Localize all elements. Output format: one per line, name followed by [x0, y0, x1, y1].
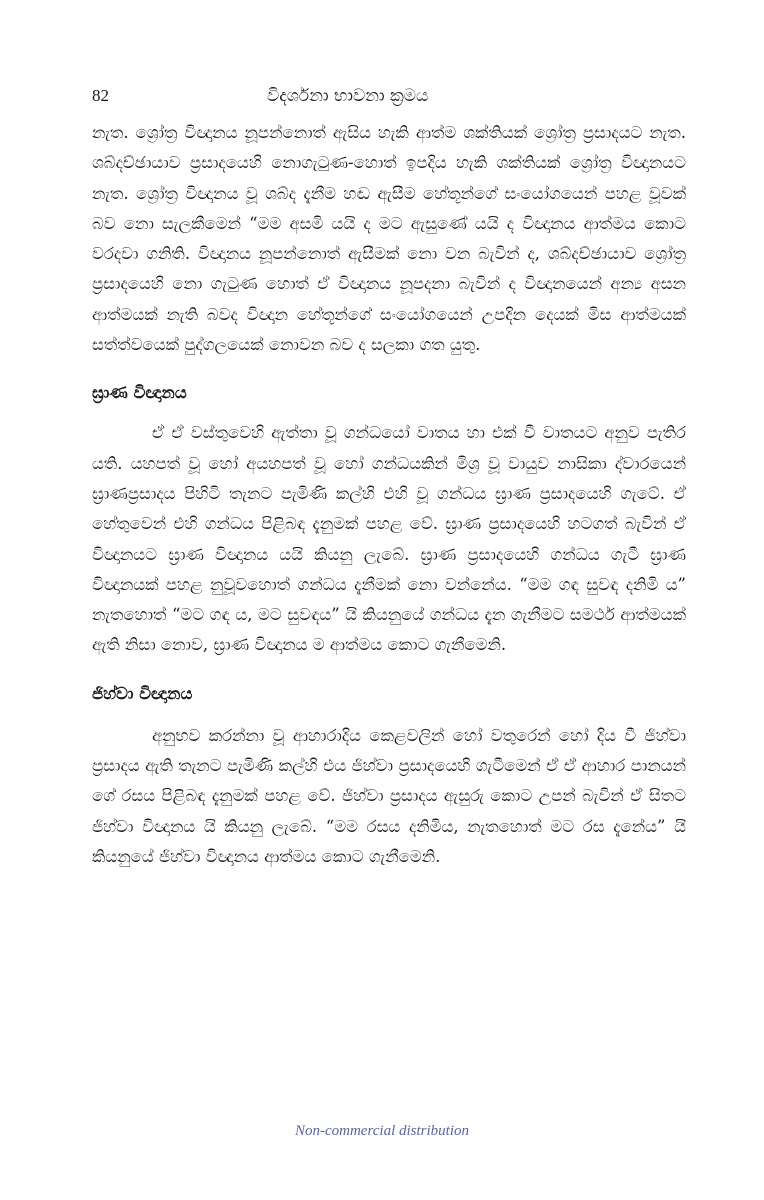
section-heading-ghrana: ඝ්‍රාණ විඥානය [92, 383, 187, 403]
paragraph-jivha: අනුභව කරන්නා වූ ආහාරාදිය කෙළවලින් හෝ වතුරෙන් හෝ දිය වී ජිහ්වා ප්‍රසාදය ඇති තැනට පැමිණි කල්හි එය ජිහ්වා ප්‍රසාදයෙහි ගැටීමෙන් ඒ ඒ ආහාර පානයන් ගේ රසය පිළිබඳ දැනුමක් පහළ වේ. ජිහ්වා ප්‍රසාදය ඇසුරු කොට උපන් බැවින් ඒ සිතට ජිහ්වා විඥානය යි කියනු ලැබේ. “මම රසය දනිමිය, නැතහොත් මට රස දැනේය” යි කියනුයේ ජිහ්වා විඥානය ආත්මය කොට ගැනීමෙනි. [92, 725, 686, 866]
running-title: විදර්ශනා භාවනා ක්‍රමය [267, 86, 429, 106]
paragraph-ghrana: ඒ ඒ වස්තුවෙහි ඇත්තා වූ ගන්ධයෝ වාතය හා එක් වී වාතයට අනුව පැතිර යති. යහපත් වූ හෝ අයහපත් වූ හෝ ගන්ධයකින් මිශ්‍ර වූ වායුව නාසිකා ද්වාරයෙන් ඝ්‍රාණප්‍රසාදය පිහිටි තැනට පැමිණි කල්හි එහි වූ ගන්ධය ඝ්‍රාණ ප්‍රසාදයෙහි ගැටේ. ඒ හේතුවෙන් එහි ගන්ධය පිළිබඳ දැනුමක් පහළ වේ. ඝ්‍රාණ ප්‍රසාදයෙහි හටගත් බැවින් ඒ විඥානයට ඝ්‍රාණ විඥානය යයි කියනු ලැබේ. ඝ්‍රාණ ප්‍රසාදයෙහි ගන්ධය ගැටී ඝ්‍රාණ විඥානයක් පහළ නුවූවහොත් ගන්ධය දැනීමක් නො වන්නේය. “මම ගඳ සුවඳ දනිමි ය” නැතහොත් “මට ගඳ ය, මට සුවඳය” යි කියනුයේ ගන්ධය දැන ගැනීමට සමර්ථ ආත්මයක් ඇති නිසා නොව, ඝ්‍රාණ විඥානය ම ආත්මය කොට ගැනීමෙනි. [92, 423, 686, 655]
paragraph-sotra: නැත. ශ්‍රෝත්‍ර විඥානය නූපන්නොත් ඇසිය හැකි ආත්ම ශක්තියක් ශ්‍රෝත්‍ර ප්‍රසාදයට නැත. ශබ්දච්ඡායාව ප්‍රසාදයෙහි නොගැටුණ-හොත් ඉපදිය හැකි ශක්තියක් ශ්‍රෝත්‍ර විඥානයට නැත. ශ්‍රෝත්‍ර විඥානය වූ ශබ්ද දැනීම හඬ ඇසීම හේතූන්ගේ සංයෝගයෙන් පහළ වූවක් බව නො සැලකීමෙන් “මම අසමි යයි ද මට ඇසුණේ යයි ද විඥානය ආත්මය කොට වරදවා ගනිති. විඥානය නූපන්නොත් ඇසීමක් නො වන බැවින් ද, ශබ්දච්ඡායාව ශ්‍රෝත්‍ර ප්‍රසාදයෙහි නො ගැටුණ හොත් ඒ විඥානය නූපදනා බැවින් ද විඥානයෙන් අන්‍ය අසන ආත්මයක් නැති බවද විඥාන හේතූන්ගේ සංයෝගයෙන් උපදින දෙයක් මිස ආත්මයක් සත්ත්වයෙක් පුද්ගලයෙක් නොවන බව ද සලකා ගත යුතු. [92, 123, 686, 355]
page-header [92, 86, 692, 116]
footer-note: Non-commercial distribution [294, 1123, 470, 1139]
page-body [92, 118, 686, 872]
section-heading-jivha: ජිහ්වා විඥානය [92, 683, 193, 703]
page-number: 82 [92, 86, 109, 105]
